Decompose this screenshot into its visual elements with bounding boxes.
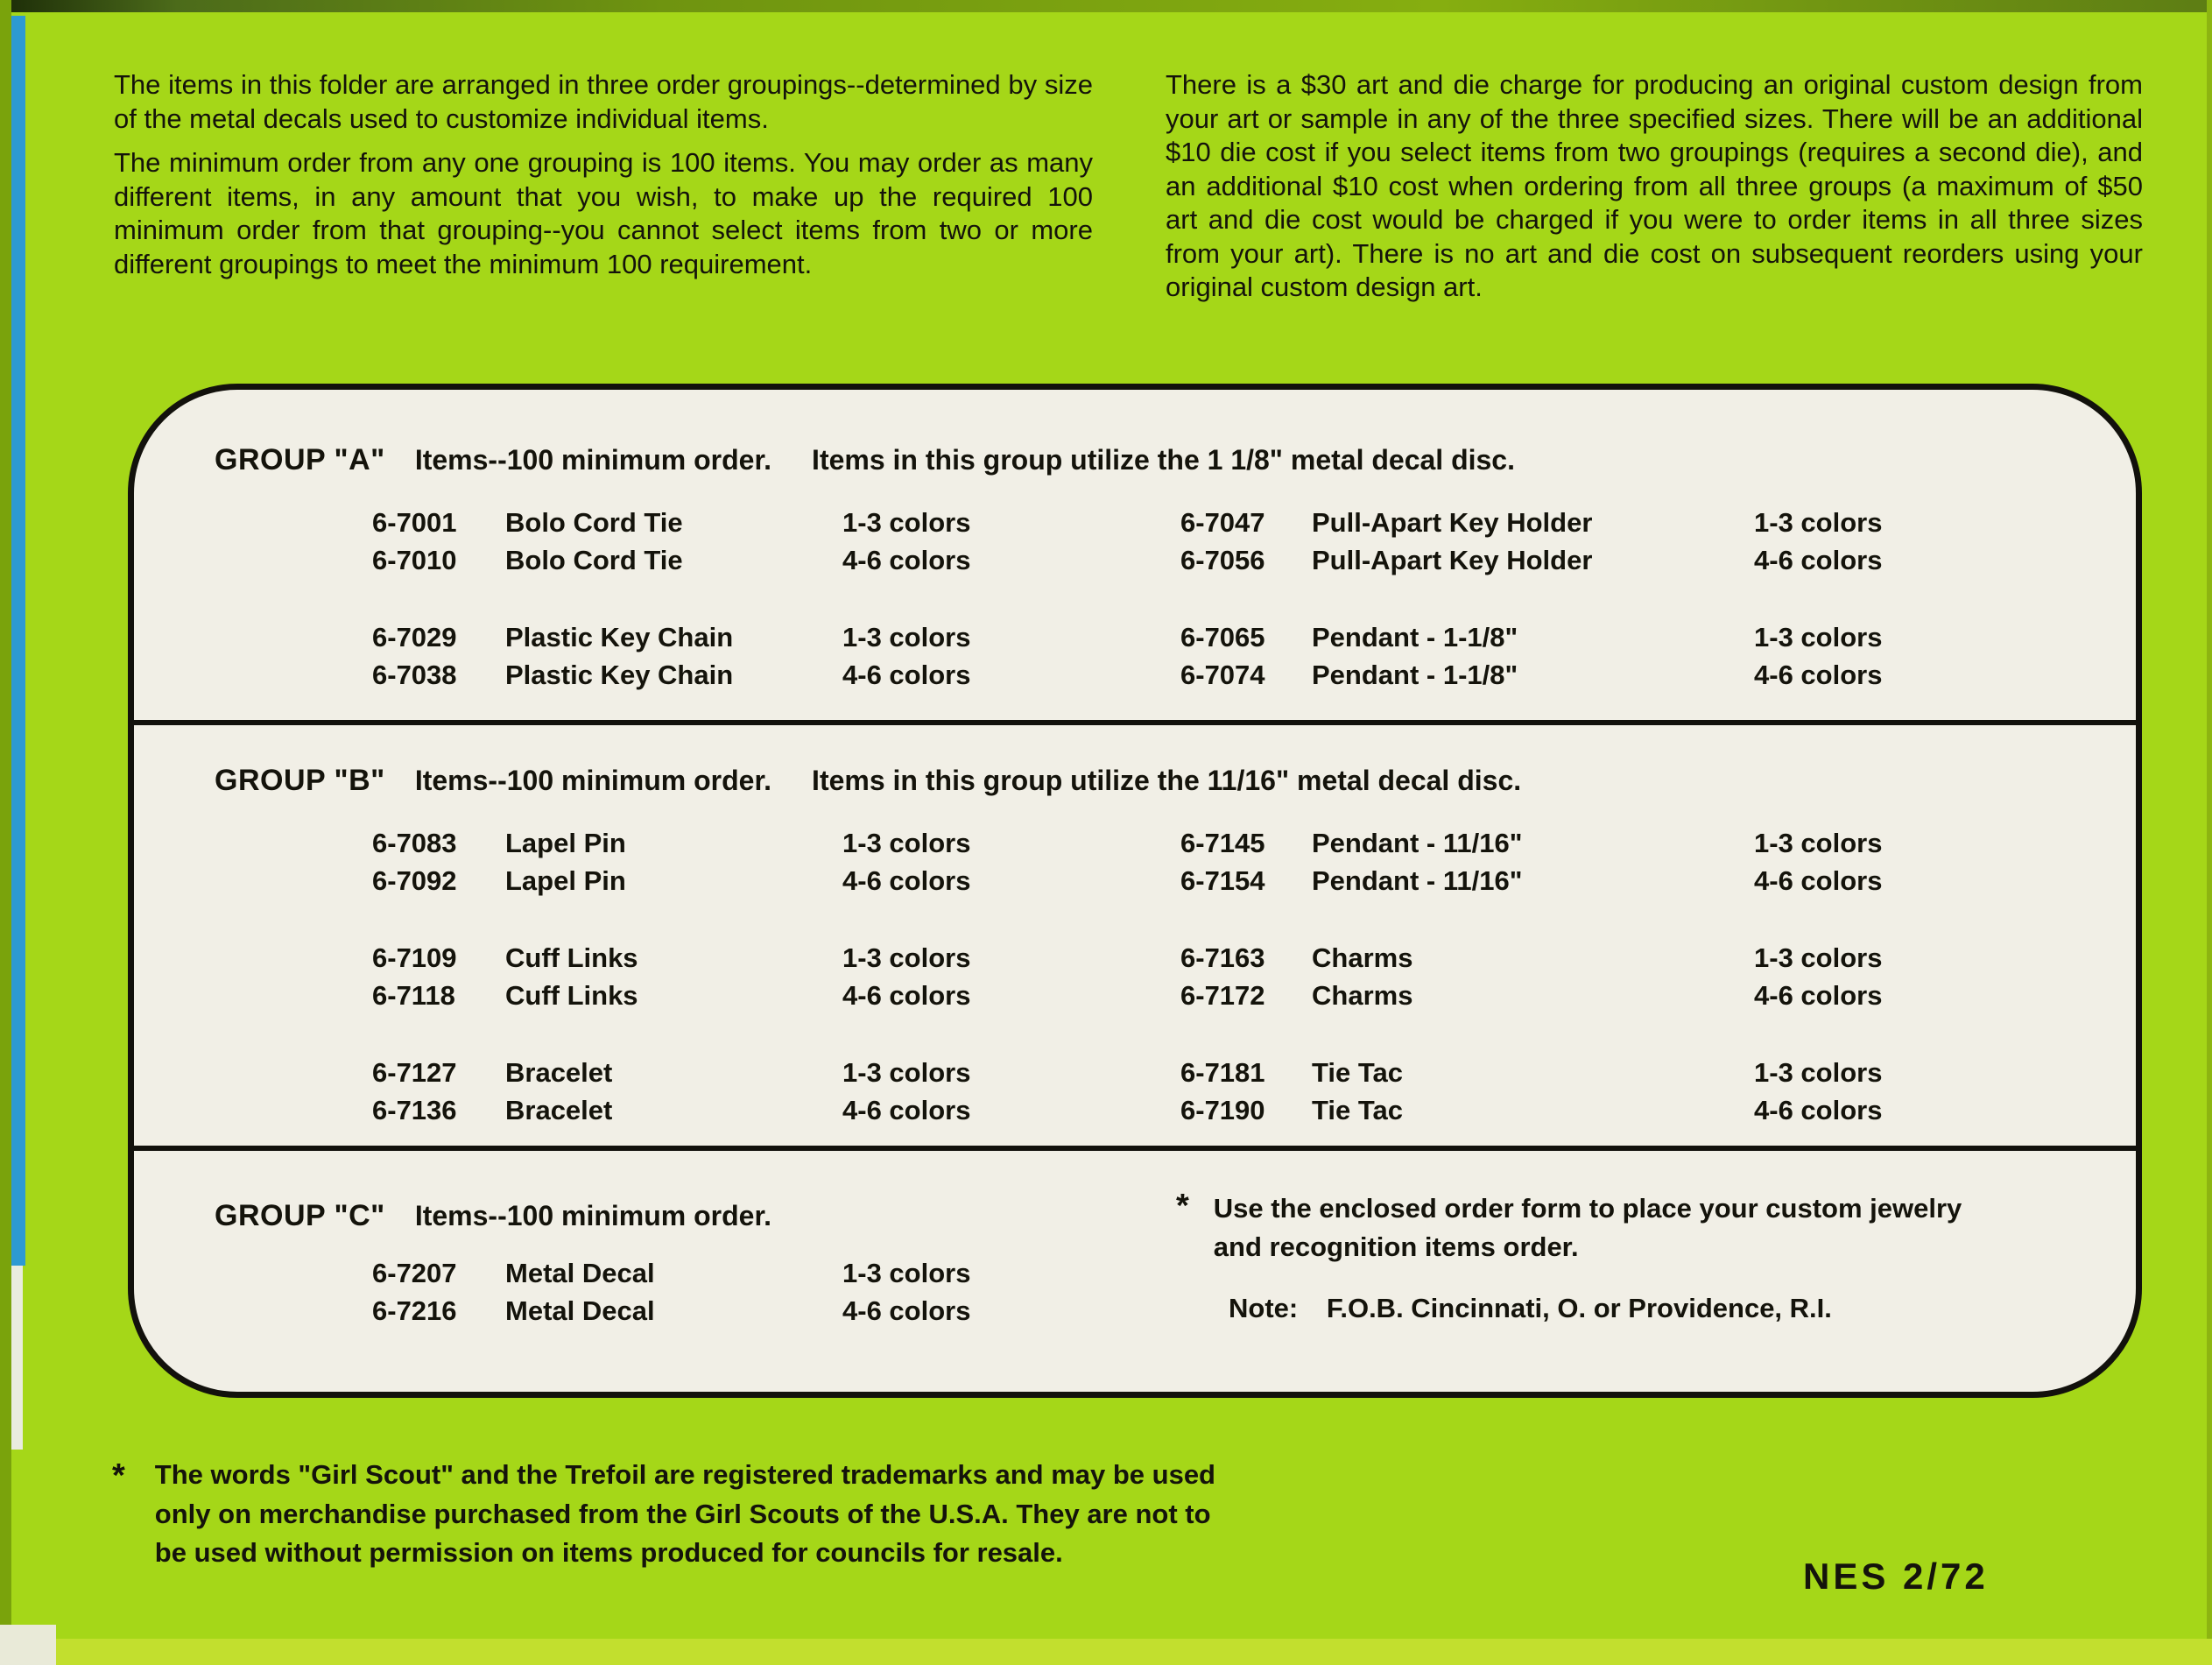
item-colors: 4-6 colors	[842, 1095, 971, 1125]
item-pair	[372, 939, 1022, 1014]
table-row	[1180, 618, 1882, 656]
item-name: Metal Decal	[505, 1295, 655, 1326]
item-name: Pull-Apart Key Holder	[1312, 507, 1593, 538]
table-row	[1180, 824, 1882, 862]
table-row	[372, 656, 1022, 694]
item-code: 6-7047	[1180, 507, 1265, 538]
item-colors: 1-3 colors	[1754, 622, 1883, 653]
fob-note	[1229, 1293, 2104, 1324]
item-name: Lapel Pin	[505, 865, 626, 896]
item-name: Lapel Pin	[505, 828, 626, 858]
item-code: 6-7092	[372, 865, 457, 896]
item-name: Pendant - 1-1/8"	[1312, 622, 1518, 653]
group-a-minimum-order: Items--100 minimum order.	[414, 444, 772, 476]
item-pair	[1180, 1054, 1882, 1129]
item-colors: 4-6 colors	[842, 865, 971, 896]
group-b-description: Items in this group utilize the 11/16" metal decal disc.	[812, 765, 1522, 796]
group-a-section	[134, 441, 2136, 694]
fob-note-text: F.O.B. Cincinnati, O. or Providence, R.I.	[1326, 1293, 1832, 1323]
asterisk-marker: *	[1176, 1188, 1189, 1224]
group-b-columns	[134, 824, 2136, 1129]
table-row	[1180, 504, 1882, 541]
item-code: 6-7109	[372, 942, 457, 973]
item-colors: 1-3 colors	[1754, 942, 1883, 973]
item-colors: 4-6 colors	[842, 1295, 971, 1326]
asterisk-marker: *	[112, 1457, 125, 1494]
group-b-left-column	[372, 824, 1022, 1129]
order-groups-panel	[128, 384, 2142, 1398]
table-row	[372, 1292, 1022, 1330]
table-row	[1180, 541, 1882, 579]
item-code: 6-7010	[372, 545, 457, 575]
item-pair	[1180, 618, 1882, 694]
item-pair	[372, 824, 1022, 900]
group-divider-2	[128, 1146, 2142, 1151]
trademark-footnote-text: The words "Girl Scout" and the Trefoil are registered trademarks and may be used only on merchandise purchased from the Girl Scouts of the U.S.A. They are not to be used without permission on items produced for councils for resale.	[154, 1459, 1215, 1568]
item-code: 6-7029	[372, 622, 457, 653]
item-code: 6-7127	[372, 1057, 457, 1088]
fob-note-label: Note:	[1229, 1293, 1299, 1323]
group-a-columns	[134, 504, 2136, 694]
item-name: Pendant - 11/16"	[1312, 828, 1523, 858]
group-c-items	[372, 1254, 1022, 1330]
item-colors: 4-6 colors	[1754, 865, 1883, 896]
table-row	[372, 1054, 1022, 1091]
right-edge	[2207, 0, 2212, 1665]
group-divider-1	[128, 720, 2142, 725]
item-colors: 1-3 colors	[1754, 1057, 1883, 1088]
item-code: 6-7038	[372, 660, 457, 690]
group-a-left-column	[372, 504, 1022, 694]
item-code: 6-7154	[1180, 865, 1265, 896]
form-number: NES 2/72	[1803, 1556, 1989, 1597]
item-colors: 4-6 colors	[1754, 980, 1883, 1011]
left-white-stripe	[11, 1266, 23, 1450]
item-pair	[1180, 504, 1882, 579]
item-name: Tie Tac	[1312, 1057, 1403, 1088]
item-name: Cuff Links	[505, 980, 638, 1011]
item-code: 6-7001	[372, 507, 457, 538]
item-colors: 1-3 colors	[842, 1057, 971, 1088]
item-colors: 1-3 colors	[1754, 507, 1883, 538]
group-b-title: GROUP "B"	[215, 764, 385, 797]
intro-right-column	[1166, 68, 2143, 305]
item-name: Plastic Key Chain	[505, 622, 734, 653]
item-code: 6-7207	[372, 1258, 457, 1288]
table-row	[1180, 862, 1882, 900]
item-colors: 4-6 colors	[1754, 545, 1883, 575]
table-row	[372, 504, 1022, 541]
trademark-footnote	[112, 1456, 1245, 1573]
item-name: Bracelet	[505, 1057, 613, 1088]
bottom-edge-band	[0, 1639, 2212, 1665]
item-colors: 1-3 colors	[1754, 828, 1883, 858]
item-code: 6-7056	[1180, 545, 1265, 575]
item-colors: 4-6 colors	[1754, 660, 1883, 690]
group-c-minimum-order: Items--100 minimum order.	[414, 1200, 772, 1231]
intro-paragraph-2: The minimum order from any one grouping is 100 items. You may order as many different items, in any amount that you wish, to make up the required 100 minimum order from that grouping--you cannot select items from two or more different groupings to meet the minimum 100 requirement.	[114, 147, 1093, 279]
item-colors: 1-3 colors	[842, 622, 971, 653]
item-name: Pendant - 11/16"	[1312, 865, 1523, 896]
item-name: Bolo Cord Tie	[505, 507, 683, 538]
item-code: 6-7118	[372, 980, 455, 1011]
item-colors: 4-6 colors	[842, 660, 971, 690]
item-colors: 1-3 colors	[842, 942, 971, 973]
left-blue-stripe	[11, 16, 25, 1266]
table-row	[372, 824, 1022, 862]
item-name: Bolo Cord Tie	[505, 545, 683, 575]
item-code: 6-7083	[372, 828, 457, 858]
order-form-note	[1176, 1189, 2104, 1324]
table-row	[372, 1091, 1022, 1129]
table-row	[1180, 1091, 1882, 1129]
table-row	[372, 541, 1022, 579]
item-name: Pendant - 1-1/8"	[1312, 660, 1518, 690]
item-name: Charms	[1312, 980, 1413, 1011]
group-b-minimum-order: Items--100 minimum order.	[414, 765, 772, 796]
item-code: 6-7181	[1180, 1057, 1265, 1088]
item-name: Cuff Links	[505, 942, 638, 973]
bottom-left-patch	[0, 1625, 56, 1665]
item-code: 6-7216	[372, 1295, 457, 1326]
table-row	[1180, 939, 1882, 977]
item-pair	[372, 618, 1022, 694]
item-name: Metal Decal	[505, 1258, 655, 1288]
table-row	[1180, 656, 1882, 694]
item-code: 6-7074	[1180, 660, 1265, 690]
group-b-header	[215, 761, 2136, 800]
item-colors: 1-3 colors	[842, 828, 971, 858]
item-colors: 1-3 colors	[842, 1258, 971, 1288]
item-colors: 1-3 colors	[842, 507, 971, 538]
item-name: Plastic Key Chain	[505, 660, 734, 690]
top-edge-shadow	[0, 0, 2212, 12]
group-c-section	[134, 1188, 2136, 1330]
item-pair	[1180, 939, 1882, 1014]
order-form-note-text: Use the enclosed order form to place your custom jewelry and recognition items order.	[1213, 1193, 1962, 1262]
intro-paragraph-3: There is a $30 art and die charge for producing an original custom design from your art or sample in any of the three specified sizes. There will be an additional $10 die cost if you select items from two groupings (requires a second die), and an additional $10 cost when ordering from all three groups (a maximum of $50 art and die cost would be charged if you were to order items in all three sizes from your art). There is no art and die cost on subsequent reorders using your original custom design art.	[1166, 69, 2143, 302]
item-colors: 4-6 colors	[842, 545, 971, 575]
group-a-description: Items in this group utilize the 1 1/8" metal decal disc.	[812, 444, 1515, 476]
group-a-header	[215, 441, 2136, 479]
table-row	[1180, 1054, 1882, 1091]
table-row	[372, 618, 1022, 656]
table-row	[1180, 977, 1882, 1014]
item-colors: 4-6 colors	[1754, 1095, 1883, 1125]
item-code: 6-7190	[1180, 1095, 1265, 1125]
item-colors: 4-6 colors	[842, 980, 971, 1011]
group-c-title: GROUP "C"	[215, 1199, 385, 1232]
intro-left-column	[114, 68, 1093, 281]
table-row	[372, 1254, 1022, 1292]
item-code: 6-7163	[1180, 942, 1265, 973]
item-code: 6-7172	[1180, 980, 1265, 1011]
item-pair	[1180, 824, 1882, 900]
group-a-title: GROUP "A"	[215, 443, 385, 476]
item-code: 6-7065	[1180, 622, 1265, 653]
item-name: Charms	[1312, 942, 1413, 973]
item-name: Pull-Apart Key Holder	[1312, 545, 1593, 575]
item-pair	[372, 504, 1022, 579]
order-form-note-line	[1176, 1189, 2104, 1266]
item-name: Tie Tac	[1312, 1095, 1403, 1125]
item-name: Bracelet	[505, 1095, 613, 1125]
table-row	[372, 939, 1022, 977]
group-b-section	[134, 761, 2136, 1129]
group-b-right-column	[1180, 824, 1882, 1129]
item-code: 6-7145	[1180, 828, 1265, 858]
intro-paragraph-1: The items in this folder are arranged in three order groupings--determined by size of the metal decals used to customize individual items.	[114, 69, 1093, 134]
table-row	[372, 977, 1022, 1014]
left-edge	[0, 0, 11, 1665]
item-code: 6-7136	[372, 1095, 457, 1125]
table-row	[372, 862, 1022, 900]
group-a-right-column	[1180, 504, 1882, 694]
item-pair	[372, 1054, 1022, 1129]
